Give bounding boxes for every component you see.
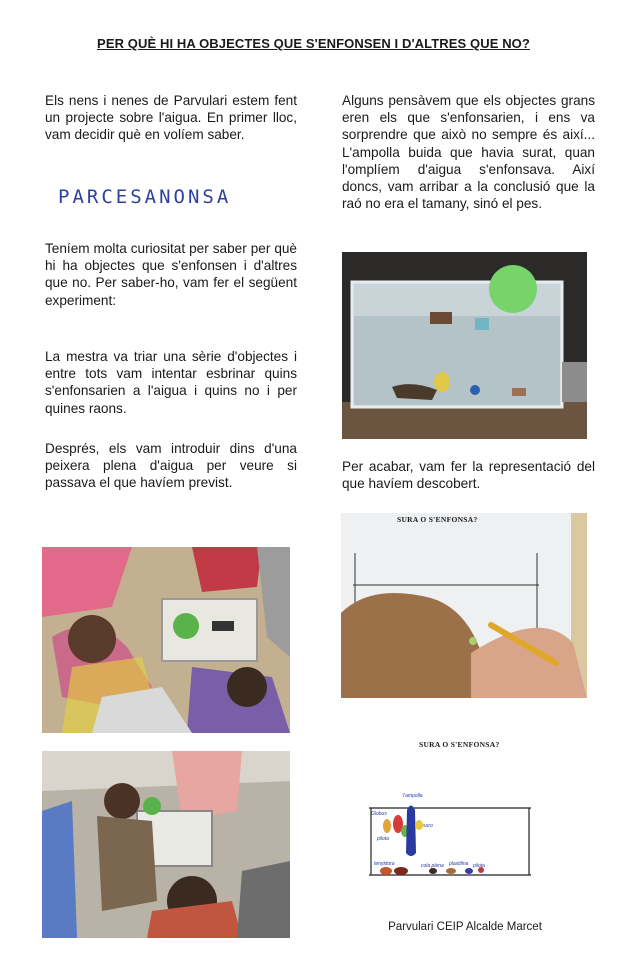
test-paragraph: Després, els vam introduir dins d'una peixera plena d'aigua per veure si passava el que havíem previst. <box>45 441 297 491</box>
photo-drawing-title: SURA O S'ENFONSA? <box>397 515 478 524</box>
worksheet-title: SURA O S'ENFONSA? <box>419 740 500 749</box>
page-title: PER QUÈ HI HA OBJECTES QUE S'ENFONSEN I D'ALTRES QUE NO? <box>97 36 530 51</box>
label-bottom-4: pilota <box>473 863 485 869</box>
photo-child-drawing <box>341 513 587 698</box>
label-bottom-3: plastilina <box>449 861 469 867</box>
curiosity-paragraph: Teníem molta curiositat per saber per què hi ha objectes que s'enfonsen i d'altres que no. Per saber-ho, vam fer el següent experiment: <box>45 241 297 308</box>
intro-paragraph: Els nens i nenes de Parvulari estem fent un projecte sobre l'aigua. En primer lloc, vam decidir què en volíem saber. <box>45 93 297 143</box>
handwritten-phrase: PARCESANONSA <box>58 186 232 208</box>
selection-paragraph: La mestra va triar una sèrie d'objectes i entre tots vam intentar esbrinar quins s'enfonsarien a l'aigua i quins no i per quines raons. <box>45 349 297 416</box>
photo-water-tank <box>342 252 587 439</box>
photo-children-tank-top <box>42 547 290 733</box>
label-bottom-1: tenyidora <box>374 861 395 867</box>
footer-credit: Parvulari CEIP Alcalde Marcet <box>388 921 542 933</box>
label-balloon: Globus <box>371 811 387 817</box>
label-ball-small: pilota <box>377 836 389 842</box>
label-bottom-2: cola plena <box>421 863 444 869</box>
worksheet-drawing <box>341 713 591 893</box>
photo-children-tank-side <box>42 751 290 938</box>
label-bottle: l'ampolla <box>403 793 423 799</box>
ending-paragraph: Per acabar, vam fer la representació del que havíem descobert. <box>342 459 595 492</box>
label-cork: suro <box>423 823 433 829</box>
conclusion-paragraph: Alguns pensàvem que els objectes grans eren els que s'enfonsarien, i ens va sorprendre que això no sempre és així... L'ampolla buida que havia surat, quan l'omplíem d'aigua s'enfonsava. Així doncs, vam arribar a la conclusió que la raó no era el tamany, sinó el pes. <box>342 93 595 212</box>
